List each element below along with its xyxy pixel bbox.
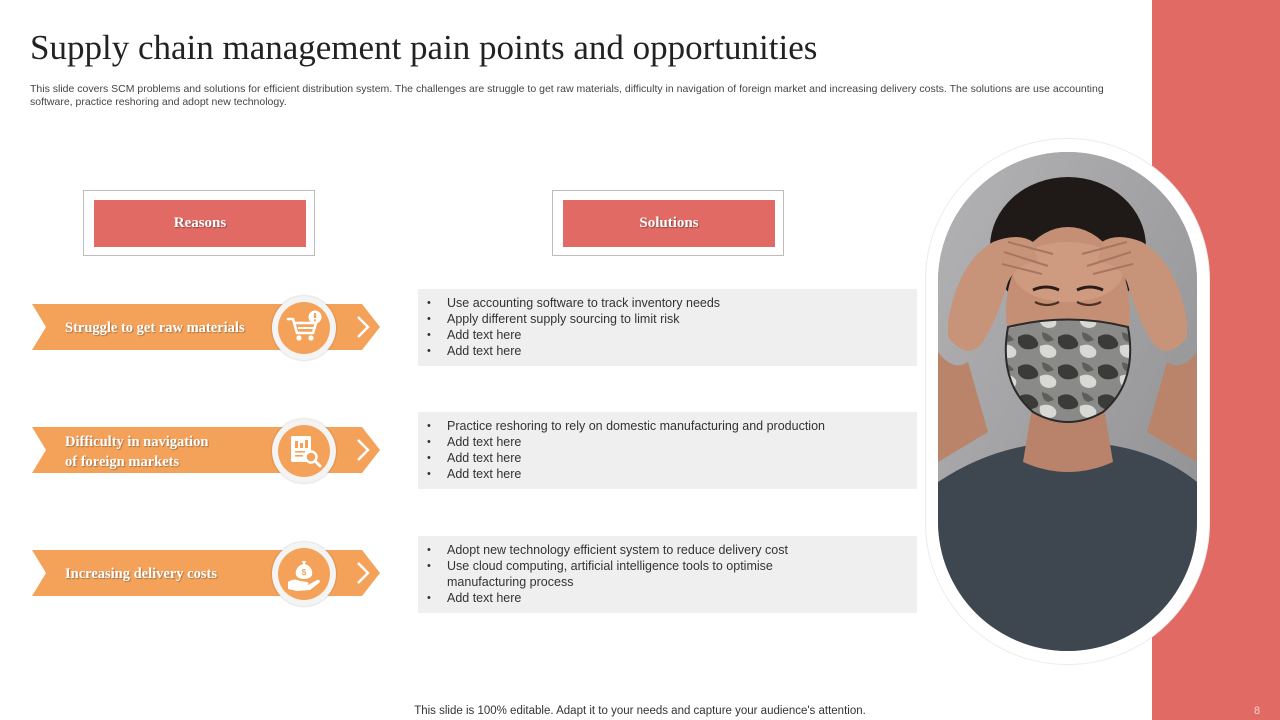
reasons-header-label: Reasons: [94, 200, 306, 247]
reason-label: [65, 564, 217, 584]
svg-text:$: $: [301, 568, 307, 577]
solutions-header: [552, 190, 784, 256]
solution-box-1: [418, 289, 917, 366]
reason-ribbon-raw-materials: [32, 304, 382, 352]
stressed-man-image: [938, 152, 1197, 651]
reason-ribbon-foreign-markets: [32, 427, 382, 475]
solution-item: • Add text here: [447, 434, 917, 450]
reason-label-line: Struggle to get raw materials: [65, 320, 245, 336]
shopping-cart-alert-icon: [285, 309, 323, 347]
solution-item: • Apply different supply sourcing to limit risk: [447, 311, 917, 327]
reason-label-line: Difficulty in navigation: [65, 434, 209, 450]
stressed-man-photo: [938, 152, 1197, 651]
chevron-right-icon: [355, 561, 371, 585]
solutions-header-label: Solutions: [563, 200, 775, 247]
document-search-icon: [285, 432, 323, 470]
page-subtitle: This slide covers SCM problems and solutions for efficient distribution system. The challenges are struggle to get raw materials, difficulty in navigation of foreign market and increasing delivery costs. The solutions are use accounting software, practice reshoring and adopt new technology.: [30, 83, 1104, 108]
solution-box-2: [418, 412, 917, 489]
solution-item: • Add text here: [447, 450, 917, 466]
icon-badge: [272, 419, 336, 483]
solution-item: • Use accounting software to track inventory needs: [447, 295, 917, 311]
money-bag-hand-icon: [285, 555, 323, 593]
icon-badge: [272, 296, 336, 360]
reason-label-line: Increasing delivery costs: [65, 566, 217, 582]
page-number: 8: [1254, 705, 1261, 717]
solution-item: • Add text here: [447, 327, 917, 343]
solution-item: • Adopt new technology efficient system to reduce delivery cost: [447, 542, 827, 558]
reasons-header: [83, 190, 315, 256]
solution-item: • Use cloud computing, artificial intelligence tools to optimise manufacturing process: [447, 558, 827, 590]
solution-box-3: [418, 536, 917, 613]
reason-ribbon-delivery-costs: [32, 550, 382, 598]
solution-item: • Add text here: [447, 466, 917, 482]
chevron-right-icon: [355, 438, 371, 462]
chevron-right-icon: [355, 315, 371, 339]
reason-label-line: of foreign markets: [65, 454, 180, 470]
solution-item: • Practice reshoring to rely on domestic manufacturing and production: [447, 418, 917, 434]
reason-label: [65, 432, 208, 472]
solution-item: • Add text here: [447, 343, 917, 359]
solution-item: • Add text here: [447, 590, 827, 606]
icon-badge: [272, 542, 336, 606]
footer-note: This slide is 100% editable. Adapt it to your needs and capture your audience's attention.: [414, 705, 866, 717]
page-title: Supply chain management pain points and opportunities: [30, 28, 818, 67]
reason-label: [65, 318, 245, 338]
